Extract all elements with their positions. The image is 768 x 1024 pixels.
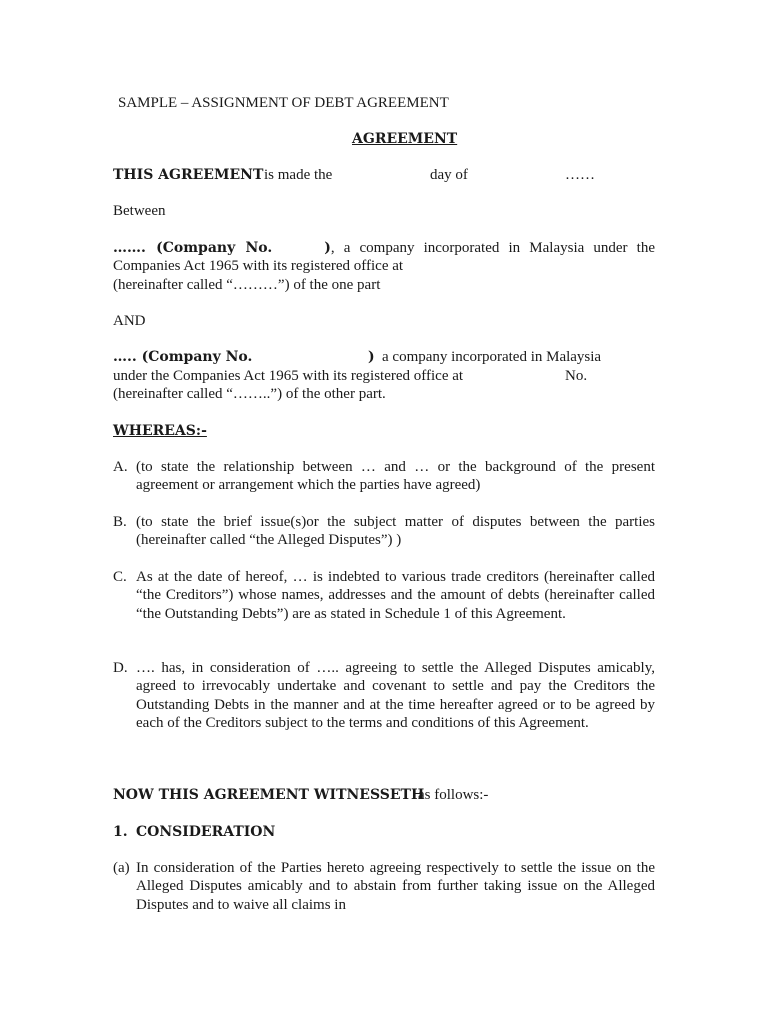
recital-b <box>113 513 655 550</box>
party-two-close: ) <box>368 349 375 365</box>
party-two-hereinafter: (hereinafter called “……..”) of the other part. <box>113 386 386 402</box>
party-one-close: ) <box>324 240 331 256</box>
party-one-text: , a company incorporated in Malaysia under the Companies Act 1965 with its registered office at <box>113 240 655 275</box>
recital-d <box>113 659 655 732</box>
section-title: CONSIDERATION <box>136 824 276 840</box>
recital-marker: D. <box>113 660 128 676</box>
party-one-paragraph <box>113 239 655 294</box>
recital-text: …. has, in consideration of ….. agreeing to settle the Alleged Disputes amicably, agreed to irrevocably undertake and covenant to settle and pay the Creditors the Outstanding Debts in the manner and at the time hereafter agreed or to be agreed by each of the Creditors subject to the terms and conditions of this Agreement. <box>136 660 655 731</box>
party-two-text: a company incorporated in Malaysia <box>382 349 602 365</box>
recital-marker: B. <box>113 514 127 530</box>
between-label: Between <box>113 203 166 219</box>
recital-c <box>113 568 655 623</box>
agreement-title: AGREEMENT <box>352 131 458 147</box>
party-two-company: ….. (Company No. <box>113 349 253 365</box>
document-heading: SAMPLE – ASSIGNMENT OF DEBT AGREEMENT <box>118 95 449 111</box>
and-label: AND <box>113 313 146 329</box>
recital-text: (to state the relationship between … and … or the background of the present agreement or arrangement which the parties have agreed) <box>136 459 655 494</box>
opening-day-of: day of <box>430 167 468 183</box>
party-two-no: No. <box>565 368 588 384</box>
opening-dots: …… <box>565 167 595 183</box>
opening-made-the: is made the <box>264 167 333 183</box>
whereas-title: WHEREAS:- <box>113 423 207 439</box>
witnesseth-bold: NOW THIS AGREEMENT WITNESSETH <box>113 787 425 803</box>
section-number: 1. <box>113 824 128 840</box>
opening-bold: THIS AGREEMENT <box>113 167 264 183</box>
recital-marker: A. <box>113 459 128 475</box>
clause-text: In consideration of the Parties hereto agreeing respectively to settle the issue on the Alleged Disputes amicably and to abstain from further taking issue on the Alleged Disputes and to waive all claims in <box>136 860 655 913</box>
party-one-hereinafter: (hereinafter called “………”) of the one part <box>113 276 381 293</box>
party-one-company: ……. (Company No. <box>113 240 273 256</box>
clause-marker: (a) <box>113 860 130 876</box>
clause-a <box>113 859 655 914</box>
recital-text: As at the date of hereof, … is indebted to various trade creditors (hereinafter called “the Creditors”) whose names, addresses and the amount of debts (hereinafter called “the Outstanding Debts”) are as stated in Schedule 1 of this Agreement. <box>136 569 655 622</box>
witnesseth-rest: as follows:- <box>418 787 489 803</box>
recital-marker: C. <box>113 569 127 585</box>
recital-text: (to state the brief issue(s)or the subject matter of disputes between the parties (hereinafter called “the Alleged Disputes”) ) <box>136 514 655 549</box>
party-two-office: under the Companies Act 1965 with its registered office at <box>113 368 464 384</box>
recital-a <box>113 458 655 495</box>
